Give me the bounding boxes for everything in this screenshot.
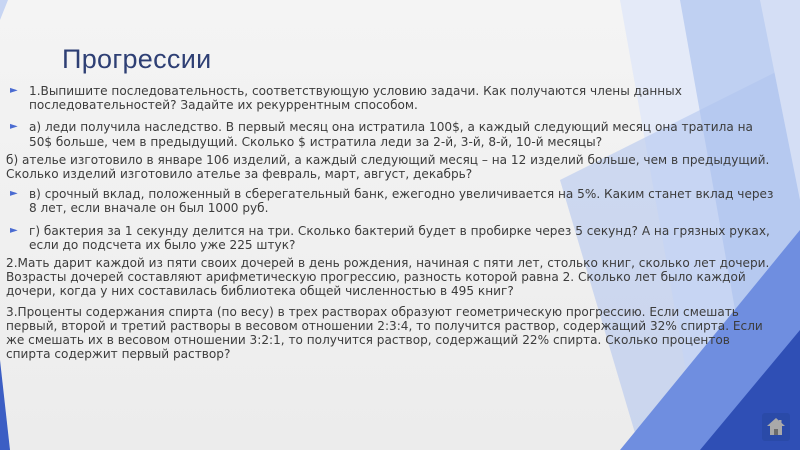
arrow-bullet-icon: ► <box>10 121 18 133</box>
arrow-bullet-icon: ► <box>10 188 18 200</box>
slide-body <box>6 84 776 367</box>
arrow-bullet-icon: ► <box>10 85 18 96</box>
task-1v <box>6 187 776 215</box>
task-1g <box>6 224 776 252</box>
task-2 <box>6 256 776 299</box>
slide-title: Прогрессии <box>62 44 212 74</box>
arrow-bullet-icon: ► <box>10 224 18 236</box>
paragraph-text: 3.Проценты содержания спирта (по весу) в трех растворах образуют геометрическую прогрессию. Если смешать первый, второй и третий растворы в весовом отношении 2:3:4, то получится раствор, содержащий 32% спирта. Если же смешать их в весовом отношении 3:2:1, то получится раствор, содержащий 22% спирта. Сколько процентов спирта содержит первый раствор? <box>6 304 763 362</box>
paragraph-text: г) бактерия за 1 секунду делится на три. Сколько бактерий будет в пробирке через 5 секунд? А на грязных руках, если до подсчета их было уже 225 штук? <box>29 223 770 252</box>
paragraph-text: б) ателье изготовило в январе 106 изделий, а каждый следующий месяц – на 12 изделий больше, чем в предыдущий. Сколько изделий изготовило ателье за февраль, март, август, декабрь? <box>6 152 770 182</box>
task-1b <box>6 153 776 181</box>
paragraph-text: 1.Выпишите последовательность, соответствующую условию задачи. Как получаются члены данных последовательностей? Задайте их рекуррентным способом. <box>29 84 682 113</box>
paragraph-text: 2.Мать дарит каждой из пяти своих дочерей в день рождения, начиная с пяти лет, столько книг, сколько лет дочери. Возрасты дочерей составляют арифметическую прогрессию, разность которой равна 2. Сколько лет было каждой дочери, когда у них составилась библиотека общей численностью в 495 книг? <box>6 256 770 299</box>
left-accent-light <box>0 0 8 20</box>
home-icon[interactable] <box>762 413 790 441</box>
task-1-intro <box>6 84 776 112</box>
task-3 <box>6 305 776 362</box>
paragraph-text: в) срочный вклад, положенный в сберегательный банк, ежегодно увеличивается на 5%. Каким станет вклад через 8 лет, если вначале он был 1000 руб. <box>29 187 774 216</box>
task-1a <box>6 120 776 148</box>
paragraph-text: а) леди получила наследство. В первый месяц она истратила 100$, а каждый следующий месяц она тратила на 50$ больше, чем в предыдущий. Сколько $ истратила леди за 2-й, 3-й, 8-й, 10-й месяцы? <box>29 120 753 149</box>
left-accent-dark <box>0 360 10 450</box>
